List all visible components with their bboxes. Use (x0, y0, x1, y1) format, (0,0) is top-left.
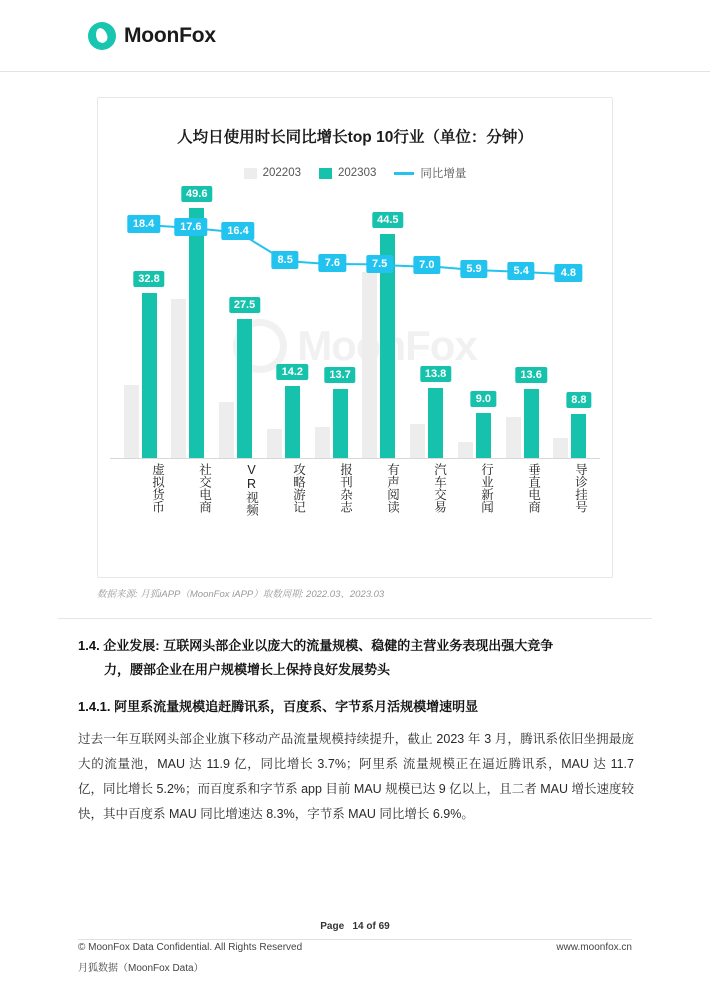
page-header (0, 0, 710, 72)
x-axis-tick: 攻略游记 (291, 463, 306, 513)
chart-plot-area (110, 188, 600, 536)
bar-202203 (362, 272, 377, 458)
bar-202203 (410, 424, 425, 458)
bar-202203 (124, 385, 139, 458)
legend-label-202203: 202203 (262, 167, 301, 179)
bar-group (550, 196, 590, 458)
subsection-heading: 1.4.1. 阿里系流量规模追赶腾讯系，百度系、字节系月活规模增速明显 (78, 699, 479, 715)
x-axis-tick: 有声阅读 (385, 463, 400, 513)
growth-value-label: 7.5 (366, 255, 393, 273)
growth-value-label: 7.0 (413, 256, 440, 274)
section-heading-line2: 力，腰部企业在用户规模增长上保持良好发展势头 (104, 662, 391, 678)
x-axis-tick: 虚拟货币 (150, 463, 165, 513)
x-axis-tick: 社交电商 (197, 463, 212, 513)
page-number-value: 14 of 69 (352, 921, 390, 932)
article-content (78, 634, 634, 827)
growth-value-label: 18.4 (127, 215, 160, 233)
legend-label-growth: 同比增量 (420, 168, 467, 180)
legend-swatch-202303 (319, 168, 332, 179)
bar-group (311, 196, 351, 458)
bar-202203 (171, 299, 186, 458)
x-axis-tick: 导诊挂号 (573, 463, 588, 513)
bar-202303 (138, 272, 160, 458)
bar-202303 (520, 369, 542, 458)
bar-202303 (233, 299, 256, 458)
bar-202303 (475, 392, 492, 458)
legend-item-202203 (244, 167, 301, 179)
footer-copyright: © MoonFox Data Confidential. All Rights Reserved (78, 942, 303, 953)
legend-line-growth (394, 172, 414, 175)
page-number (0, 921, 710, 932)
section-heading-line1: 1.4. 企业发展: 互联网头部企业以庞大的流量规模、稳健的主营业务表现出强大竞争 (78, 638, 554, 653)
footer-row-primary (0, 942, 710, 953)
legend-item-growth (394, 165, 466, 181)
x-axis-tick: 垂直电商 (526, 463, 541, 513)
x-axis-tick: 汽车交易 (432, 463, 447, 513)
legend-item-202303 (319, 167, 376, 179)
growth-value-label: 5.9 (460, 260, 487, 278)
growth-value-label: 4.8 (555, 264, 582, 282)
bar-value-label: 49.6 (181, 186, 212, 202)
bar-202203 (553, 438, 568, 458)
section-divider (58, 618, 652, 619)
growth-value-label: 5.4 (508, 262, 535, 280)
bar-value-label: 13.8 (420, 366, 451, 382)
growth-value-label: 8.5 (272, 251, 299, 269)
footer-website[interactable]: www.moonfox.cn (556, 942, 632, 953)
bar-value-label: 27.5 (229, 297, 260, 313)
growth-value-label: 7.6 (319, 254, 346, 272)
growth-value-label: 17.6 (174, 218, 207, 236)
moonfox-logo-icon (88, 22, 116, 50)
section-heading (78, 634, 634, 682)
chart-legend (98, 165, 612, 181)
brand-name: MoonFox (124, 23, 216, 47)
bar-group (407, 196, 447, 458)
bar-202303 (424, 368, 447, 458)
bar-202203 (267, 429, 282, 458)
x-axis-tick: 报刊杂志 (338, 463, 353, 513)
legend-swatch-202203 (244, 168, 257, 179)
chart-title: 人均日使用时长同比增长top 10行业（单位：分钟） (177, 129, 533, 146)
bar-group (454, 196, 494, 458)
footer-divider (78, 939, 632, 940)
body-paragraph: 过去一年互联网头部企业旗下移动产品流量规模持续提升，截止 2023 年 3 月，腾讯系依旧坐拥最庞大的流量池，MAU 达 11.9 亿，同比增长 3.7%；阿里系 流量规模正在逼近腾讯系，MAU 达 11.7 亿，同比增长 5.2%；而百度系和字节系 app 目前 MAU 规模已达 9 亿以上，且二者 MAU 增长速度较快，其中百度系 MAU 同比增速达 8.3%，字节系 MAU 同比增长 6.9%。 (78, 732, 634, 822)
bar-value-label: 32.8 (133, 271, 164, 287)
footer-company-cn: 月狐数据（MoonFox Data） (78, 963, 204, 974)
bar-202303 (571, 393, 587, 458)
footer-row-secondary (0, 959, 710, 974)
page-label: Page (320, 921, 345, 932)
bar-group (502, 196, 542, 458)
x-axis-tick: VR视频 (244, 463, 259, 516)
bar-202303 (281, 366, 304, 458)
chart-source-note: 数据来源: 月狐iAPP（MoonFox iAPP）取数周期: 2022.03、2023.03 (97, 589, 385, 600)
bar-202203 (506, 417, 521, 458)
bar-value-label: 13.7 (324, 367, 355, 383)
page-footer (0, 921, 710, 974)
bar-202303 (329, 368, 351, 458)
bar-value-label: 8.8 (566, 392, 591, 408)
bar-202303 (186, 188, 208, 458)
x-axis-tick: 行业新闻 (479, 463, 494, 513)
bar-202203 (219, 402, 234, 458)
bar-202203 (315, 427, 330, 458)
growth-value-label: 16.4 (221, 222, 254, 240)
x-axis (110, 458, 600, 536)
bar-group (120, 196, 160, 458)
bar-group (359, 196, 399, 458)
chart-card (97, 97, 613, 578)
bar-202203 (458, 442, 473, 458)
bar-value-label: 9.0 (471, 391, 496, 407)
bar-value-label: 14.2 (277, 364, 308, 380)
brand-logo (88, 22, 216, 50)
legend-label-202303: 202303 (338, 167, 377, 179)
bar-value-label: 44.5 (372, 212, 403, 228)
bar-value-label: 13.6 (515, 367, 546, 383)
bar-group (263, 196, 303, 458)
